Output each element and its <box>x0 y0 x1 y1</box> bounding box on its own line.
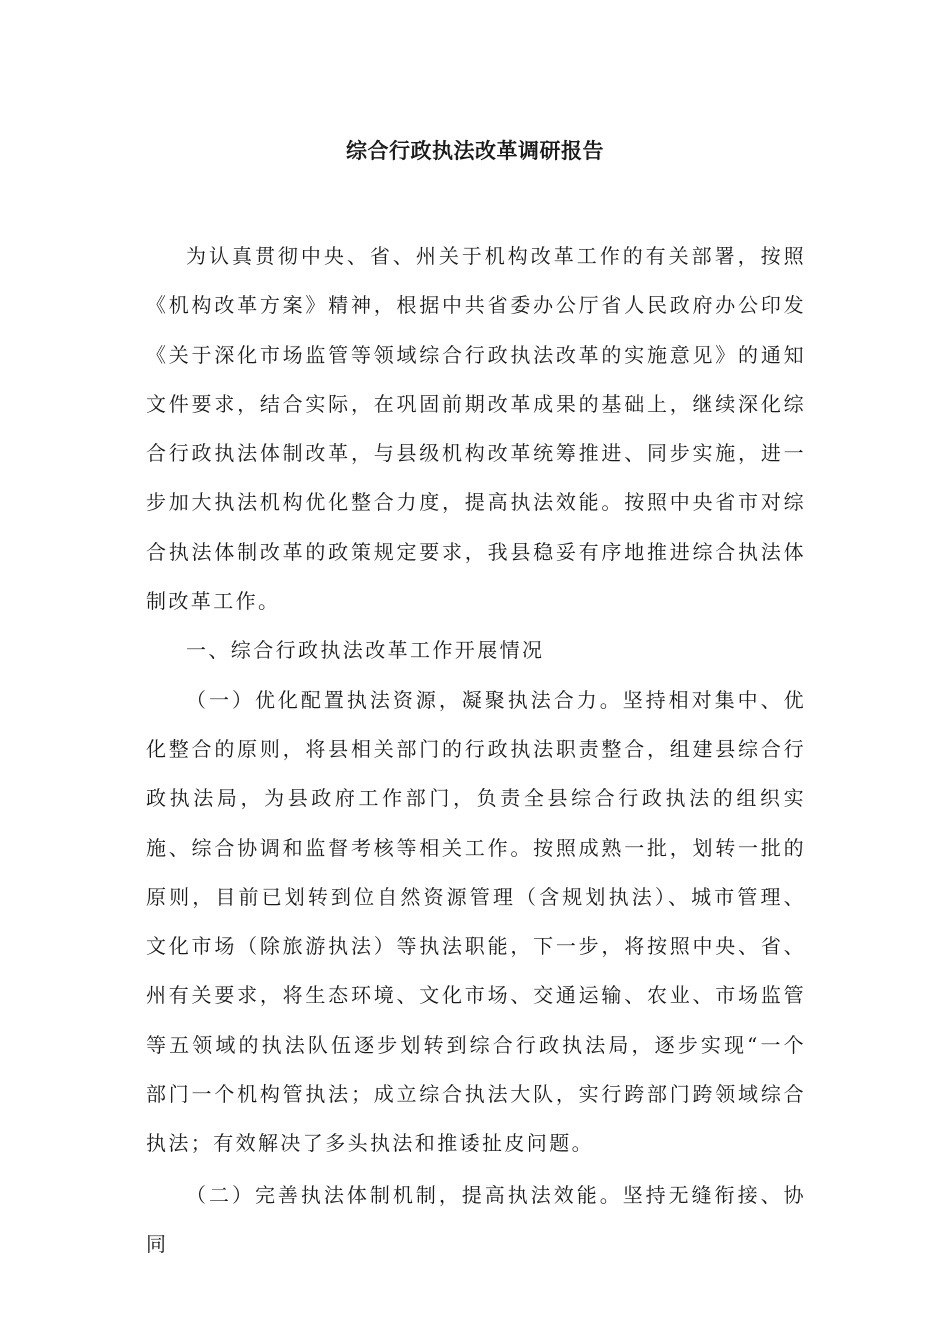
document-body <box>146 232 806 1269</box>
intro-paragraph: 为认真贯彻中央、省、州关于机构改革工作的有关部署，按照《机构改革方案》精神，根据中共省委办公厅省人民政府办公印发《关于深化市场监管等领域综合行政执法改革的实施意见》的通知文件要求，结合实际，在巩固前期改革成果的基础上，继续深化综合行政执法体制改革，与县级机构改革统筹推进、同步实施，进一步加大执法机构优化整合力度，提高执法效能。按照中央省市对综合执法体制改革的政策规定要求，我县稳妥有序地推进综合执法体制改革工作。 <box>146 244 806 614</box>
section-heading-1: 一、综合行政执法改革工作开展情况 <box>186 638 545 663</box>
subsection-paragraph-2: （二）完善执法体制机制，提高执法效能。坚持无缝衔接、协同 <box>146 1182 806 1256</box>
document-title: 综合行政执法改革调研报告 <box>346 139 604 163</box>
subsection-paragraph-1: （一）优化配置执法资源，凝聚执法合力。坚持相对集中、优化整合的原则，将县相关部门的行政执法职责整合，组建县综合行政执法局，为县政府工作部门，负责全县综合行政执法的组织实施、综合协调和监督考核等相关工作。按照成熟一批，划转一批的原则，目前已划转到位自然资源管理（含规划执法）、城市管理、文化市场（除旅游执法）等执法职能，下一步，将按照中央、省、州有关要求，将生态环境、文化市场、交通运输、农业、市场监管等五领域的执法队伍逐步划转到综合行政执法局，逐步实现“一个部门一个机构管执法；成立综合执法大队，实行跨部门跨领域综合执法；有效解决了多头执法和推诿扯皮问题。 <box>146 687 806 1156</box>
